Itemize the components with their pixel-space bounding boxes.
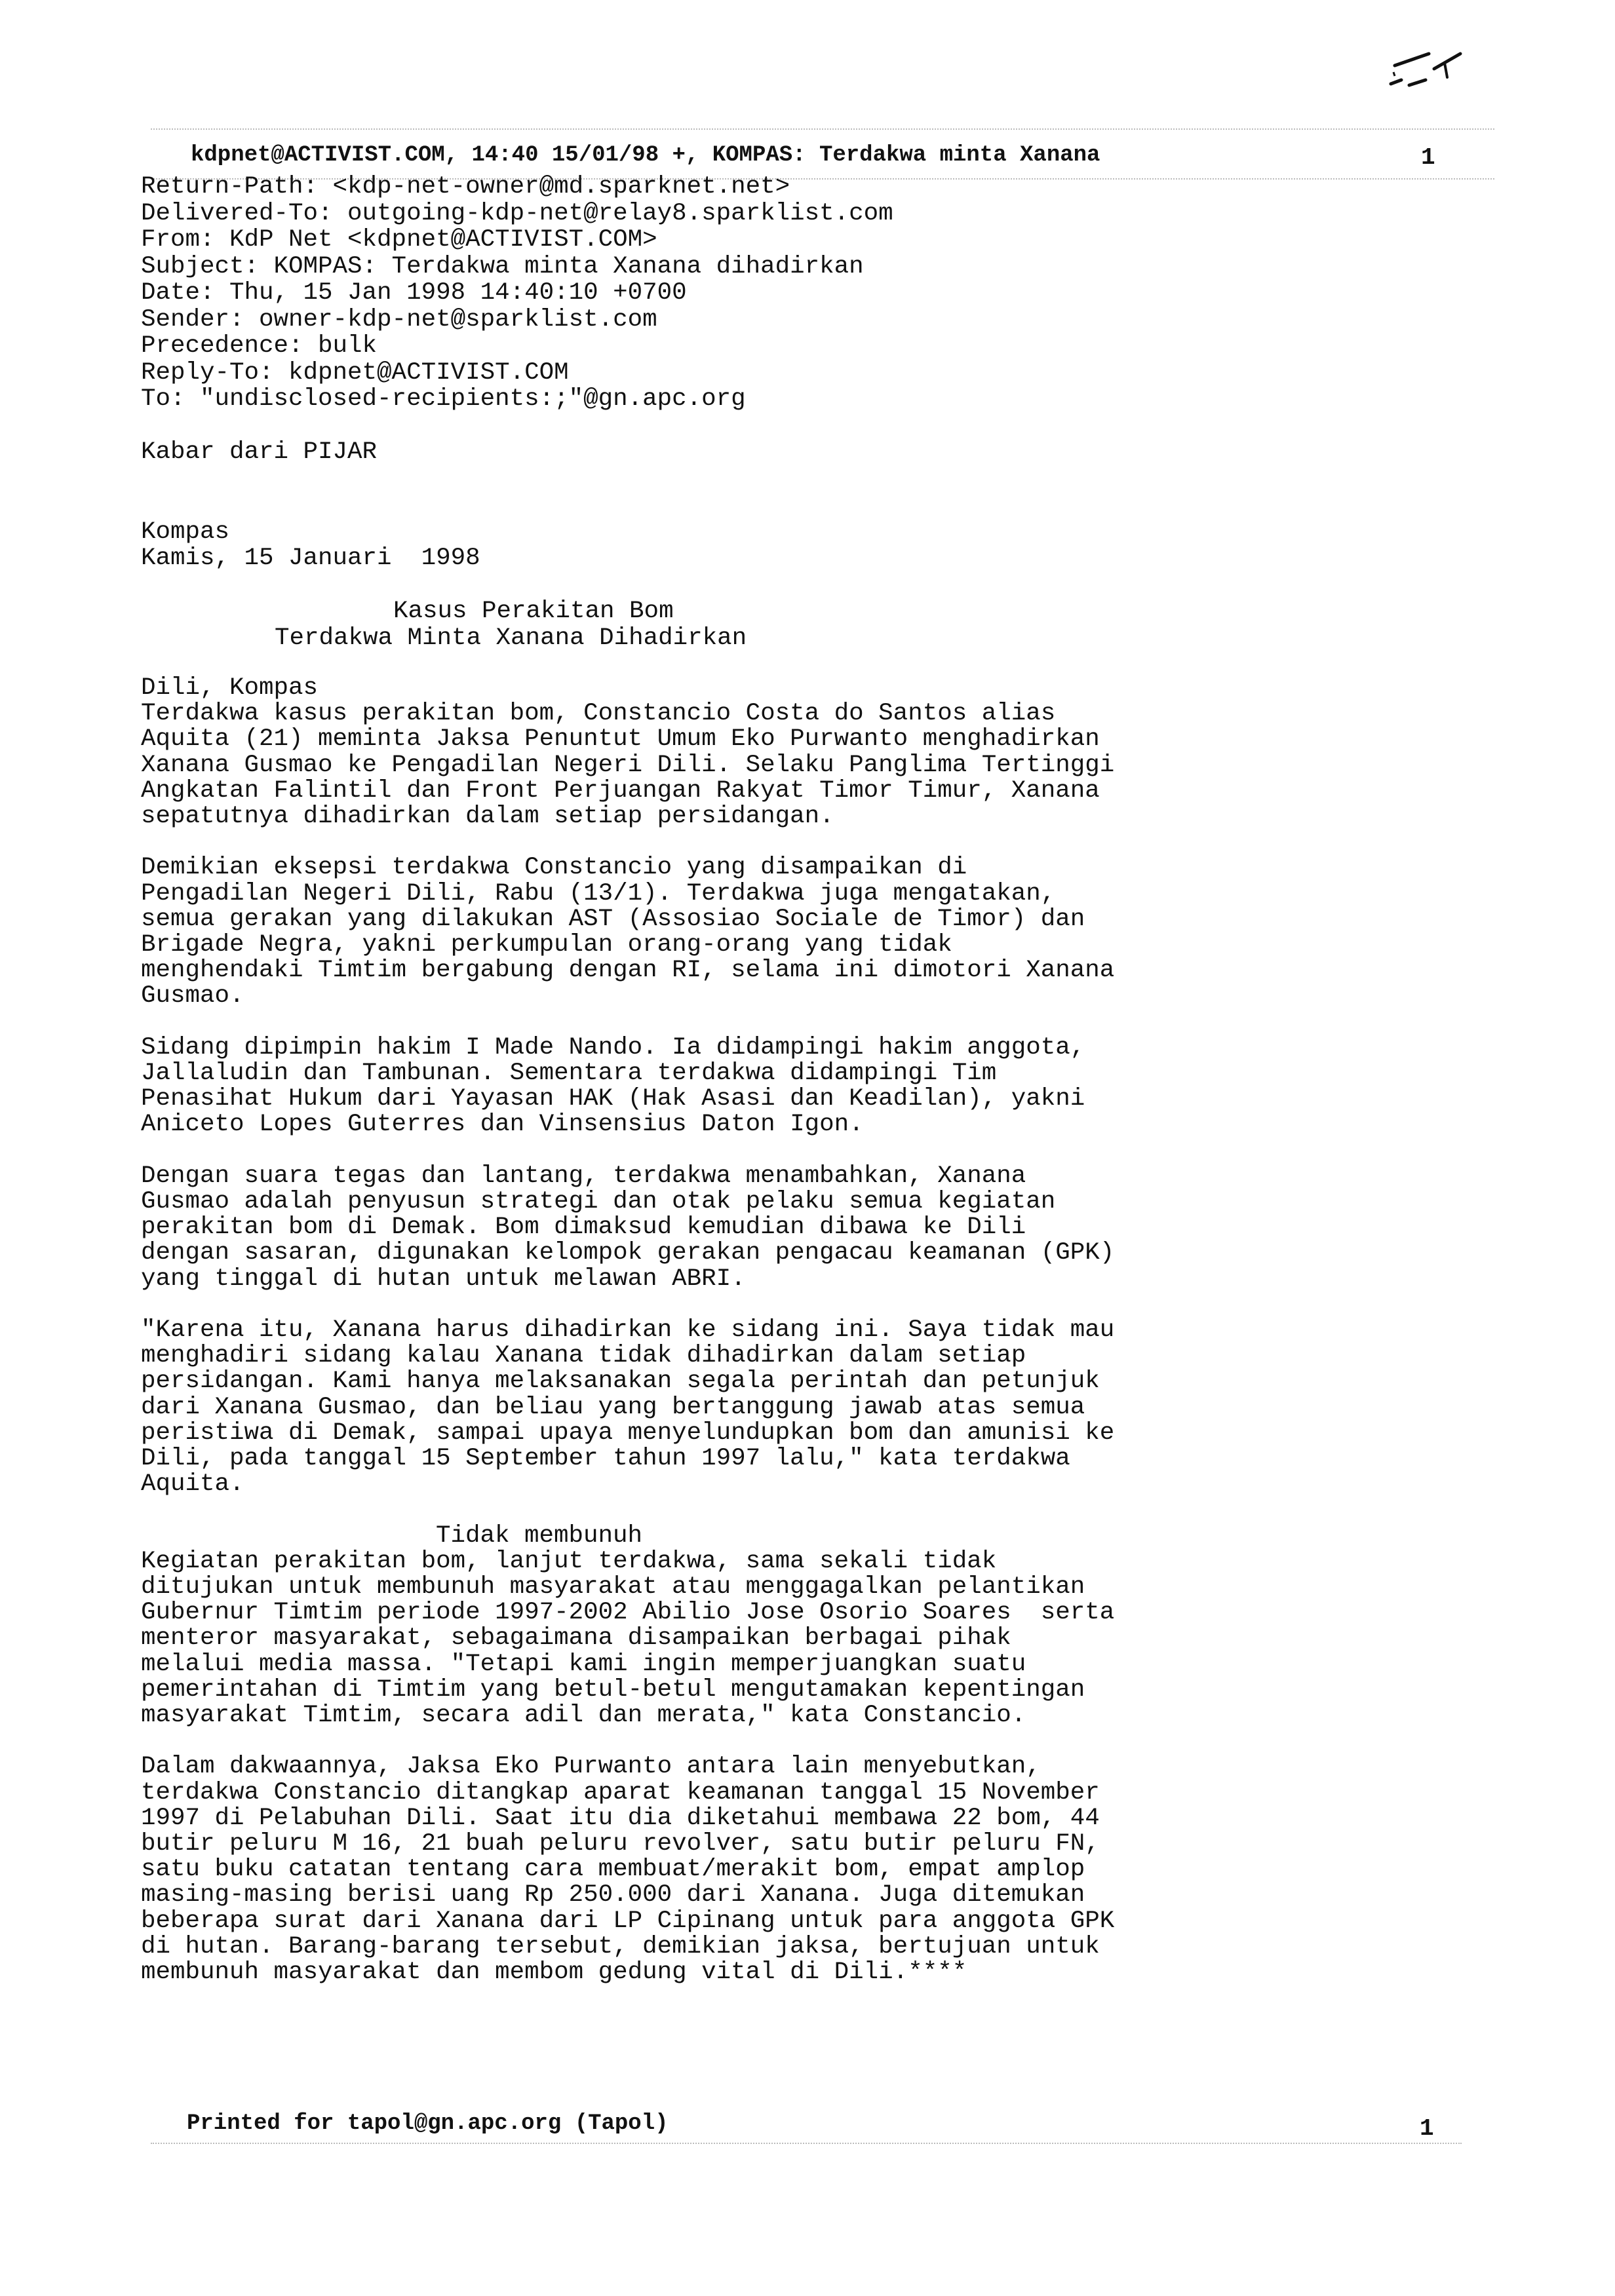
email-header-date: Date: Thu, 15 Jan 1998 14:40:10 +0700	[141, 279, 687, 307]
email-header-reply-to: Reply-To: kdpnet@ACTIVIST.COM	[141, 358, 569, 387]
source-name: Kompas	[141, 518, 230, 546]
spacer	[141, 1729, 1114, 1754]
article-subheading: Tidak membunuh	[436, 1521, 643, 1550]
article-kicker: Kasus Perakitan Bom	[393, 598, 674, 625]
article-paragraph: Demikian eksepsi terdakwa Constancio yang disampaikan di Pengadilan Negeri Dili, Rabu (13/1). Terdakwa juga mengatakan, semua gerakan yang dilakukan AST (Assosiao Sociale de Timor) dan Brigade Negra, yakni perkumpulan orang-orang yang tidak menghendaki Timtim bergabung dengan RI, selama ini dimotori Xanana Gusmao.	[141, 854, 1115, 1010]
email-header-to: To: "undisclosed-recipients:;"@gn.apc.org	[141, 385, 746, 413]
article-paragraph: Kegiatan perakitan bom, lanjut terdakwa, sama sekali tidak ditujukan untuk membunuh masyarakat atau menggagalkan pelantikan Gubernur Timtim periode 1997-2002 Abilio Jose Osorio Soares serta menteror masyarakat, sebagaimana disampaikan berbagai pihak melalui media massa. "Tetapi kami ingin memperjuangkan suatu pemerintahan di Timtim yang betul-betul mengutamakan kepentingan masyarakat Timtim, secara adil dan merata," kata Constancio.	[141, 1547, 1115, 1730]
spacer	[141, 572, 893, 599]
email-header-sender: Sender: owner-kdp-net@sparklist.com	[141, 305, 657, 334]
spacer	[141, 1010, 1114, 1035]
handwritten-initials	[1376, 39, 1481, 105]
article-dateline: Dili, Kompas	[141, 674, 319, 702]
spacer	[141, 413, 893, 440]
email-header-return-path: Return-Path: <kdp-net-owner@md.sparknet.net>	[141, 173, 790, 201]
article-body	[141, 676, 1114, 1985]
email-header-from: From: KdP Net <kdpnet@ACTIVIST.COM>	[141, 226, 657, 254]
spacer	[141, 1292, 1114, 1318]
article-date: Kamis, 15 Januari 1998	[141, 545, 480, 572]
email-header-subject: Subject: KOMPAS: Terdakwa minta Xanana dihadirkan	[141, 252, 864, 280]
article-paragraph: Dalam dakwaannya, Jaksa Eko Purwanto antara lain menyebutkan, terdakwa Constancio ditangkap aparat keamanan tanggal 15 November 1997 di Pelabuhan Dili. Saat itu dia diketahui membawa 22 bom, 44 butir peluru M 16, 21 buah peluru revolver, satu butir peluru FN, satu buku catatan tentang cara membuat/merakit bom, empat amplop masing-masing berisi uang Rp 250.000 dari Xanana. Juga ditemukan beberapa surat dari Xanana dari LP Cipinang untuk para anggota GPK di hutan. Barang-barang tersebut, demikian jaksa, bertujuan untuk membunuh masyarakat dan membom gedung vital di Dili.****	[141, 1753, 1115, 1987]
printed-for-footer: Printed for tapol@gn.apc.org (Tapol)	[187, 2111, 669, 2136]
article-paragraph: Dengan suara tegas dan lantang, terdakwa menambahkan, Xanana Gusmao adalah penyusun strategi dan otak pelaku semua kegiatan perakitan bom di Demak. Bom dimaksud kemudian dibawa ke Dili dengan sasaran, digunakan kelompok gerakan pengacau keamanan (GPK) yang tinggal di hutan untuk melawan ABRI.	[141, 1162, 1115, 1293]
email-header-block	[141, 174, 893, 651]
spacer	[141, 830, 1114, 855]
article-headline: Terdakwa Minta Xanana Dihadirkan	[275, 624, 747, 652]
article-paragraph: Sidang dipimpin hakim I Made Nando. Ia didampingi hakim anggota, Jallaludin dan Tambunan. Sementara terdakwa didampingi Tim Penasihat Hukum dari Yayasan HAK (Hak Asasi dan Keadilan), yakni Aniceto Lopes Guterres dan Vinsensius Daton Igon.	[141, 1033, 1085, 1139]
spacer	[141, 1497, 1114, 1523]
print-header-title: kdpnet@ACTIVIST.COM, 14:40 15/01/98 +, KOMPAS: Terdakwa minta Xanana	[191, 143, 1100, 168]
email-header-precedence: Precedence: bulk	[141, 332, 378, 360]
email-header-delivered-to: Delivered-To: outgoing-kdp-net@relay8.sparklist.com	[141, 199, 893, 227]
spacer	[141, 466, 893, 519]
scan-artifact-line	[151, 128, 1494, 130]
scan-artifact-line	[151, 2143, 1462, 2144]
article-paragraph: Terdakwa kasus perakitan bom, Constancio Costa do Santos alias Aquita (21) meminta Jaksa Penuntut Umum Eko Purwanto menghadirkan Xanana Gusmao ke Pengadilan Negeri Dili. Selaku Panglima Tertinggi Angkatan Falintil dan Front Perjuangan Rakyat Timor Timur, Xanana sepatutnya dihadirkan dalam setiap persidangan.	[141, 700, 1115, 831]
spacer	[141, 1138, 1114, 1164]
print-header-page-number: 1	[1421, 144, 1435, 171]
article-paragraph: "Karena itu, Xanana harus dihadirkan ke sidang ini. Saya tidak mau menghadiri sidang kalau Xanana tidak dihadirkan dalam setiap persidangan. Kami hanya melaksanakan segala perintah dan petunjuk dari Xanana Gusmao, dan beliau yang bertanggung jawab atas semua peristiwa di Demak, sampai upaya menyelundupkan bom dan amunisi ke Dili, pada tanggal 15 September tahun 1997 lalu," kata terdakwa Aquita.	[141, 1316, 1115, 1499]
footer-page-number: 1	[1420, 2115, 1434, 2142]
intro-line: Kabar dari PIJAR	[141, 438, 378, 466]
